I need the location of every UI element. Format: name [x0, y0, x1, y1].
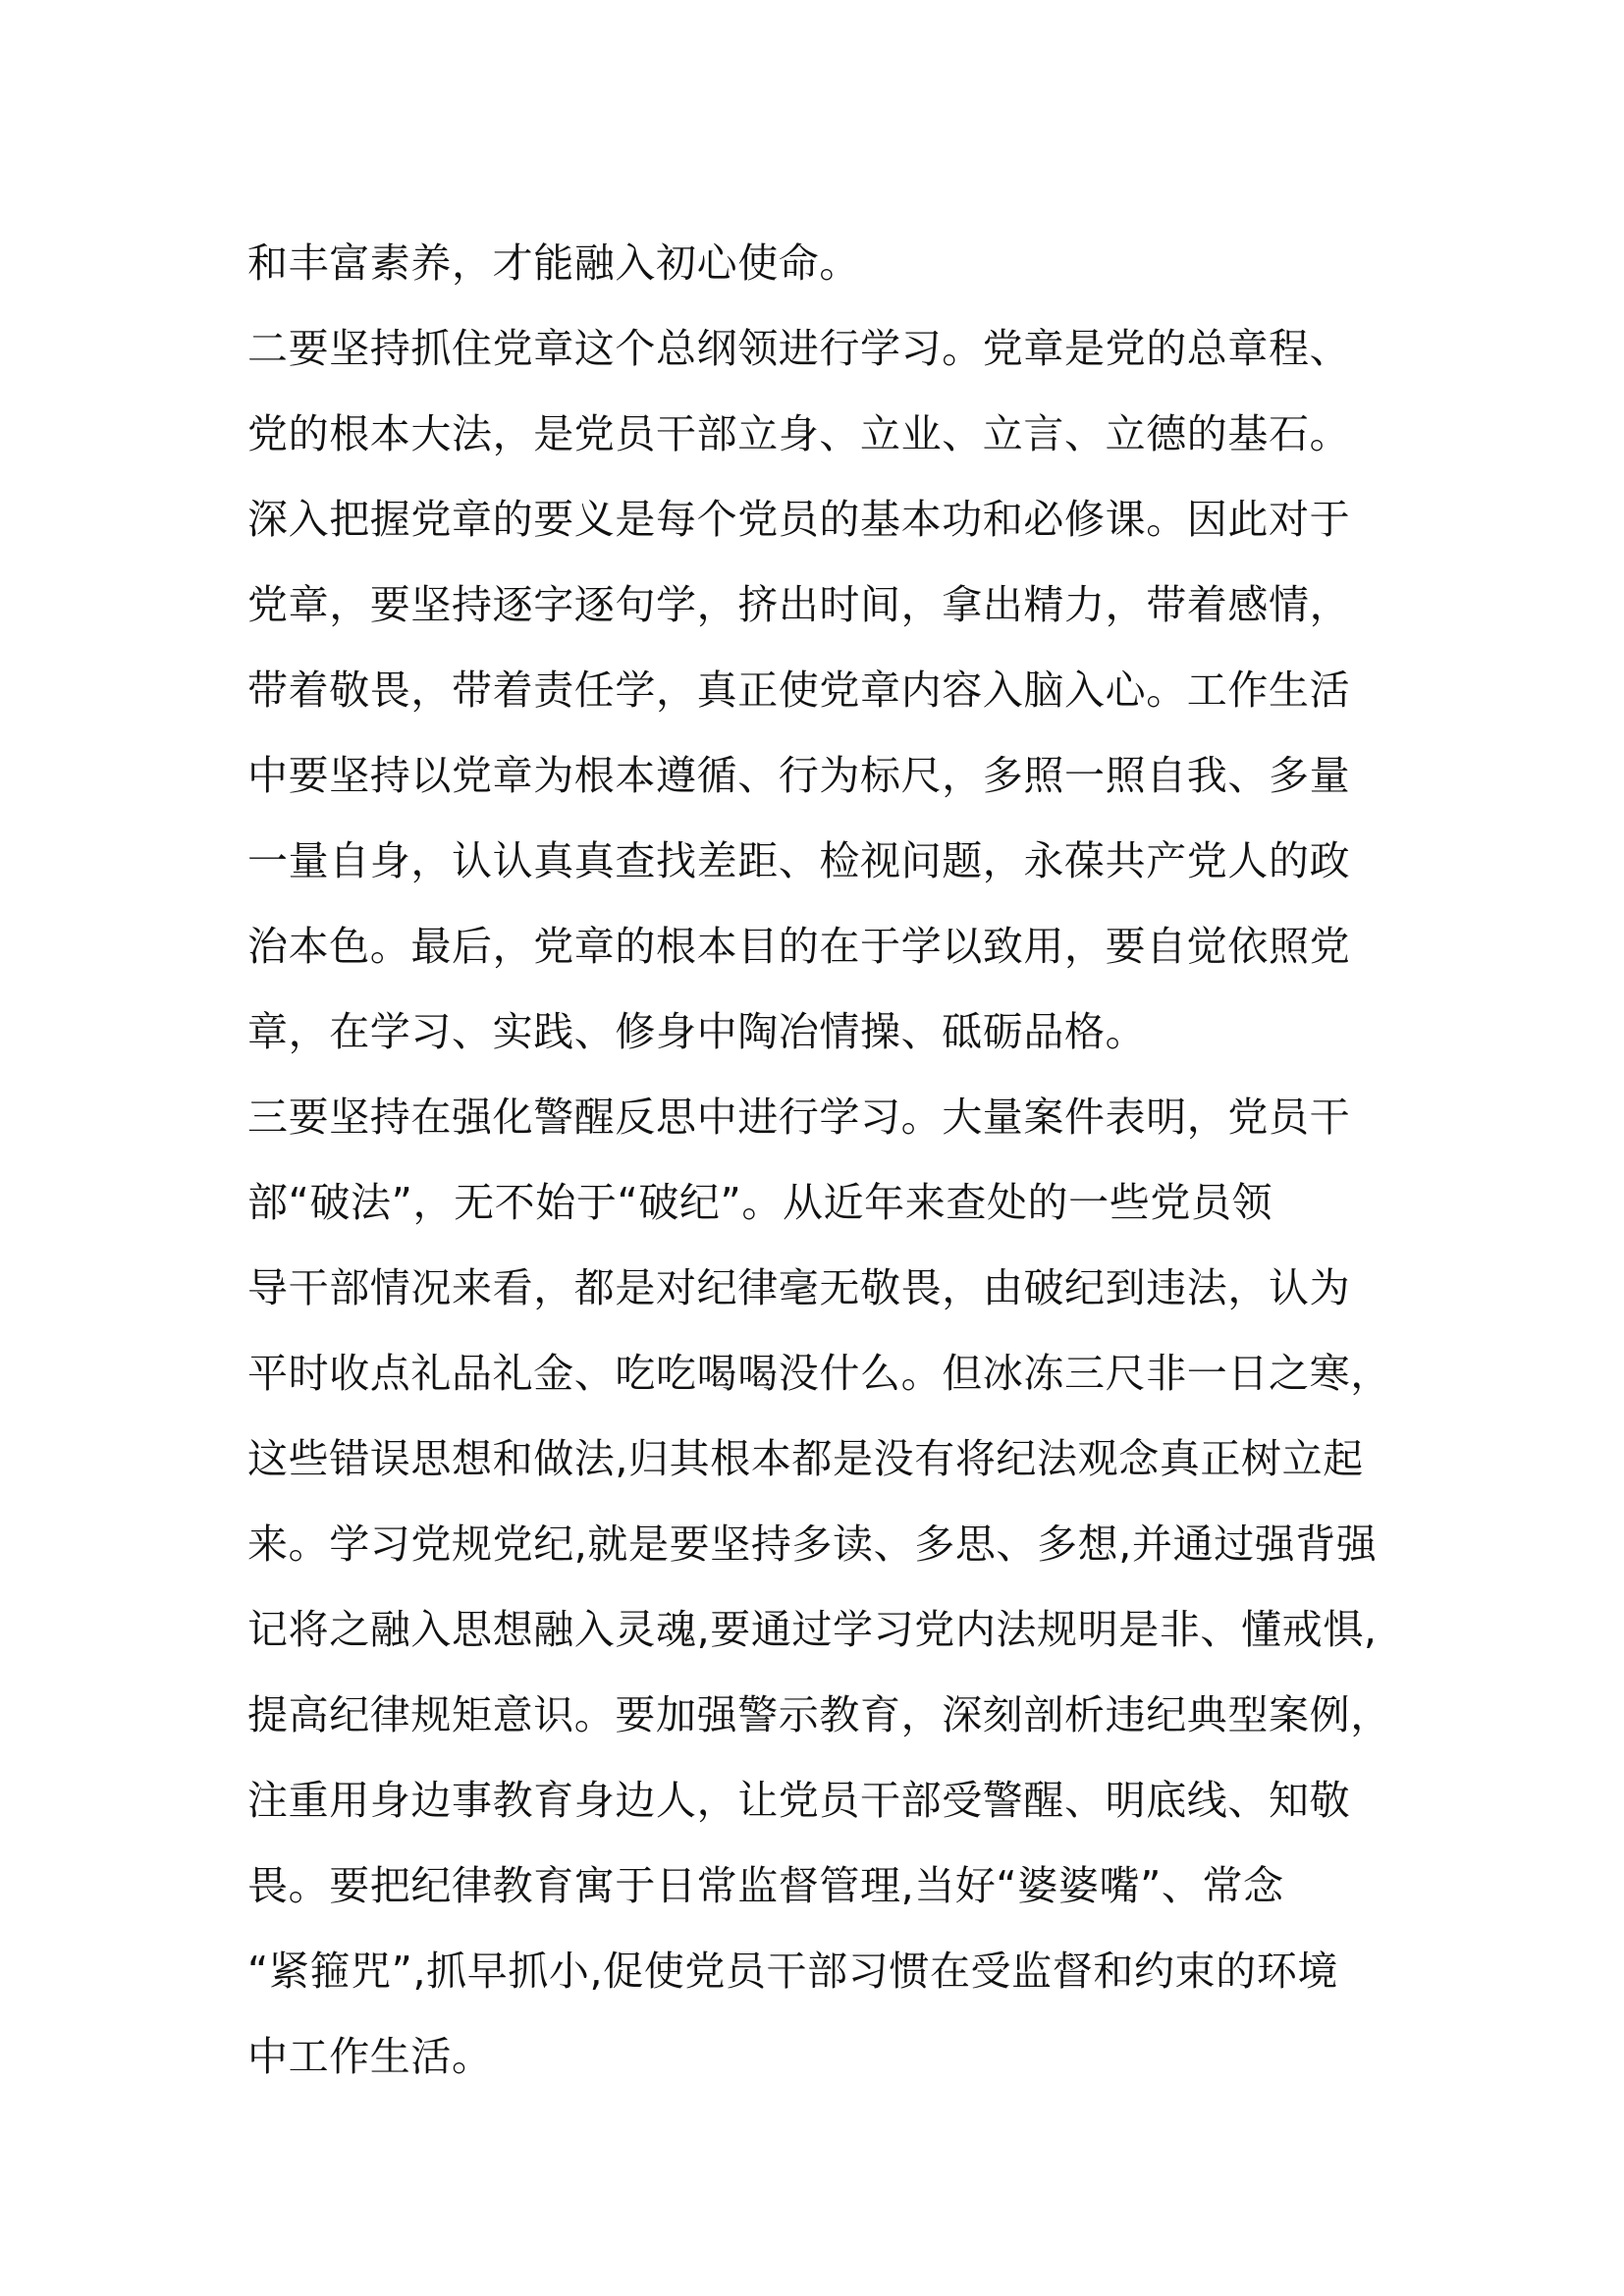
- text-line: 深入把握党章的要义是每个党员的基本功和必修课。因此对于: [247, 496, 1351, 543]
- text-line: 记将之融入思想融入灵魂,要通过学习党内法规明是非、懂戒惧,: [247, 1606, 1378, 1653]
- text-line: 带着敬畏，带着责任学，真正使党章内容入脑入心。工作生活: [247, 667, 1351, 714]
- text-line: 和丰富素养，才能融入初心使命。: [247, 240, 860, 287]
- text-line: 平时收点礼品礼金、吃吃喝喝没什么。但冰冻三尺非一日之寒，: [247, 1350, 1391, 1397]
- text-line: 二要坚持抓住党章这个总纲领进行学习。党章是党的总章程、: [247, 325, 1351, 372]
- text-line: 畏。要把纪律教育寓于日常监督管理,当好“婆婆嘴”、常念: [247, 1862, 1284, 1909]
- text-line: 三要坚持在强化警醒反思中进行学习。大量案件表明，党员干: [247, 1094, 1351, 1141]
- text-line: 导干部情况来看，都是对纪律毫无敬畏，由破纪到违法，认为: [247, 1264, 1351, 1311]
- text-line: 这些错误思想和做法,归其根本都是没有将纪法观念真正树立起: [247, 1435, 1364, 1482]
- text-line: 来。学习党规党纪,就是要坚持多读、多思、多想,并通过强背强: [247, 1521, 1378, 1568]
- text-line: 一量自身，认认真真查找差距、检视问题，永葆共产党人的政: [247, 837, 1351, 884]
- text-line: 中要坚持以党章为根本遵循、行为标尺，多照一照自我、多量: [247, 752, 1351, 799]
- text-line: 注重用身边事教育身边人，让党员干部受警醒、明底线、知敬: [247, 1777, 1351, 1824]
- text-line: 党章，要坚持逐字逐句学，挤出时间，拿出精力，带着感情，: [247, 581, 1351, 628]
- document-body: [247, 221, 1406, 2100]
- text-line: 党的根本大法，是党员干部立身、立业、立言、立德的基石。: [247, 410, 1351, 457]
- text-line: 章，在学习、实践、修身中陶冶情操、砥砺品格。: [247, 1008, 1147, 1055]
- text-line: 中工作生活。: [247, 2033, 493, 2080]
- text-line: 提高纪律规矩意识。要加强警示教育，深刻剖析违纪典型案例，: [247, 1691, 1391, 1738]
- text-line: 治本色。最后，党章的根本目的在于学以致用，要自觉依照党: [247, 923, 1351, 970]
- text-line: “紧箍咒”,抓早抓小,促使党员干部习惯在受监督和约束的环境: [247, 1948, 1338, 1995]
- text-line: 部“破法”，无不始于“破纪”。从近年来查处的一些党员领: [247, 1179, 1273, 1226]
